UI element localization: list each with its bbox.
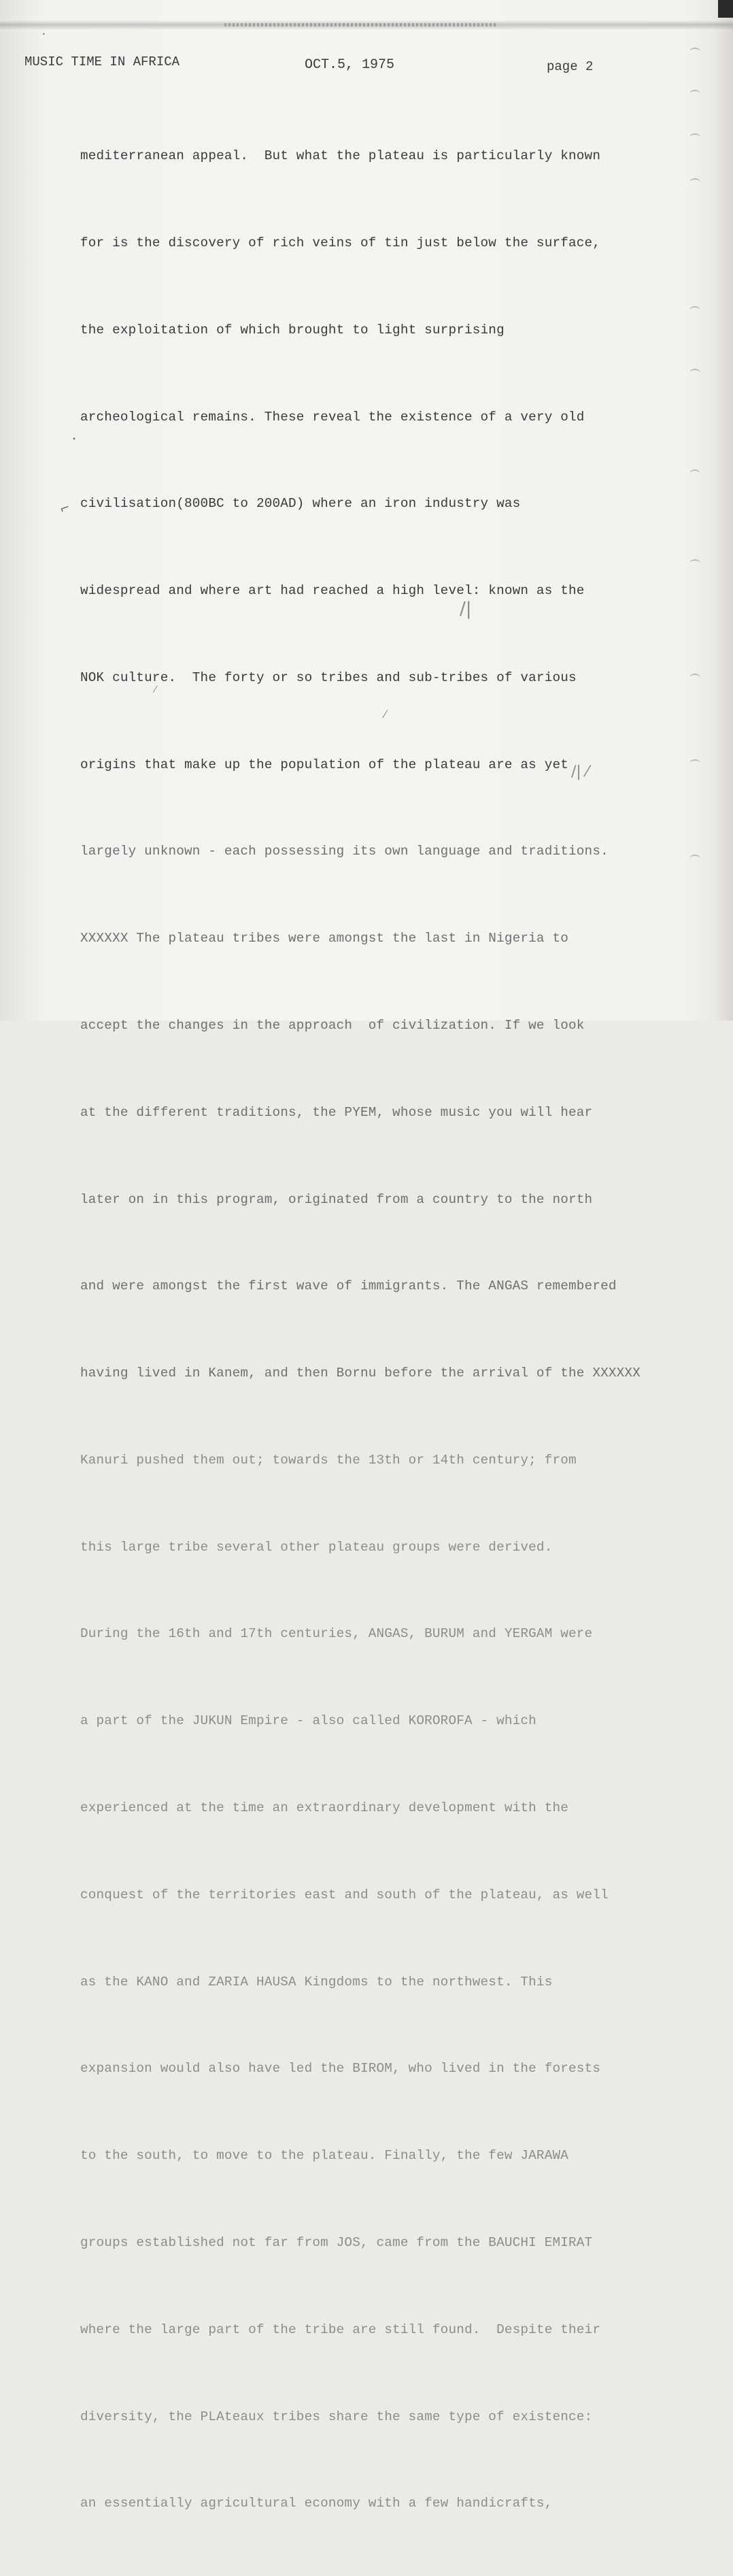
text-line: archeological remains. These reveal the existence of a very old (80, 409, 585, 425)
text-line: at the different traditions, the PYEM, whose music you will hear (80, 1104, 593, 1120)
text-line: conquest of the territories east and south of the plateau, as well (80, 1887, 609, 1902)
text-line: groups established not far from JOS, came from the BAUCHI EMIRAT (80, 2234, 593, 2250)
text-line: for is the discovery of rich veins of tin just below the surface, (80, 235, 601, 250)
pen-dot: • (72, 435, 76, 443)
text-line: an essentially agricultural economy with a few handicrafts, (80, 2496, 553, 2511)
pen-mark: ⁄ (154, 684, 156, 695)
text-line: NOK culture. The forty or so tribes and sub-tribes of various (80, 670, 577, 685)
text-line: widespread and where art had reached a high level: known as the (80, 583, 585, 599)
text-line: diversity, the PLAteaux tribes share the same type of existence: (80, 2409, 593, 2424)
pen-mark: ⁄ (384, 708, 386, 721)
page-right-edge (714, 0, 733, 1021)
text-line: largely unknown - each possessing its own language and traditions. (80, 844, 609, 859)
text-line: expansion would also have led the BIROM, who lived in the forests (80, 2061, 601, 2077)
text-line: experienced at the time an extraordinary development with the (80, 1800, 569, 1816)
typewritten-body (80, 84, 692, 2576)
text-line: this large tribe several other plateau groups were derived. (80, 1539, 553, 1555)
text-line: a part of the JUKUN Empire - also called KOROROFA - which (80, 1713, 536, 1729)
text-line: mediterranean appeal. But what the plateau is particularly known (80, 148, 601, 164)
page-number: page 2 (547, 59, 594, 74)
text-line: having lived in Kanem, and then Bornu before the arrival of the XXXXXX (80, 1366, 641, 1381)
text-line: Kanuri pushed them out; towards the 13th or 14th century; from (80, 1452, 577, 1468)
series-title: MUSIC TIME IN AFRICA (24, 54, 180, 69)
text-line: where the large part of the tribe are still found. Despite their (80, 2322, 601, 2337)
text-line: the exploitation of which brought to light surprising (80, 322, 505, 337)
page-header (0, 53, 733, 73)
pen-mark: ⌐ (57, 500, 73, 517)
scan-corner (718, 0, 733, 18)
torn-top-edge (0, 20, 733, 30)
text-line: to the south, to move to the plateau. Finally, the few JARAWA (80, 2148, 569, 2164)
broadcast-date: OCT.5, 1975 (305, 57, 395, 73)
text-line: and were amongst the first wave of immigrants. The ANGAS remembered (80, 1278, 617, 1294)
text-line: accept the changes in the approach of civilization. If we look (80, 1018, 585, 1033)
text-line: as the KANO and ZARIA HAUSA Kingdoms to the northwest. This (80, 1974, 553, 1989)
pen-mark: /| (460, 599, 472, 619)
text-line: later on in this program, originated from a country to the north (80, 1191, 593, 1207)
pen-dot: • (42, 31, 46, 37)
text-line: civilisation(800BC to 200AD) where an iron industry was (80, 496, 521, 512)
text-line: During the 16th and 17th centuries, ANGAS, BURUM and YERGAM were (80, 1626, 593, 1642)
text-line: origins that make up the population of the plateau are as yet (80, 757, 569, 772)
pen-mark: /| ⁄ (571, 763, 589, 780)
text-line: XXXXXX The plateau tribes were amongst the last in Nigeria to (80, 931, 569, 946)
